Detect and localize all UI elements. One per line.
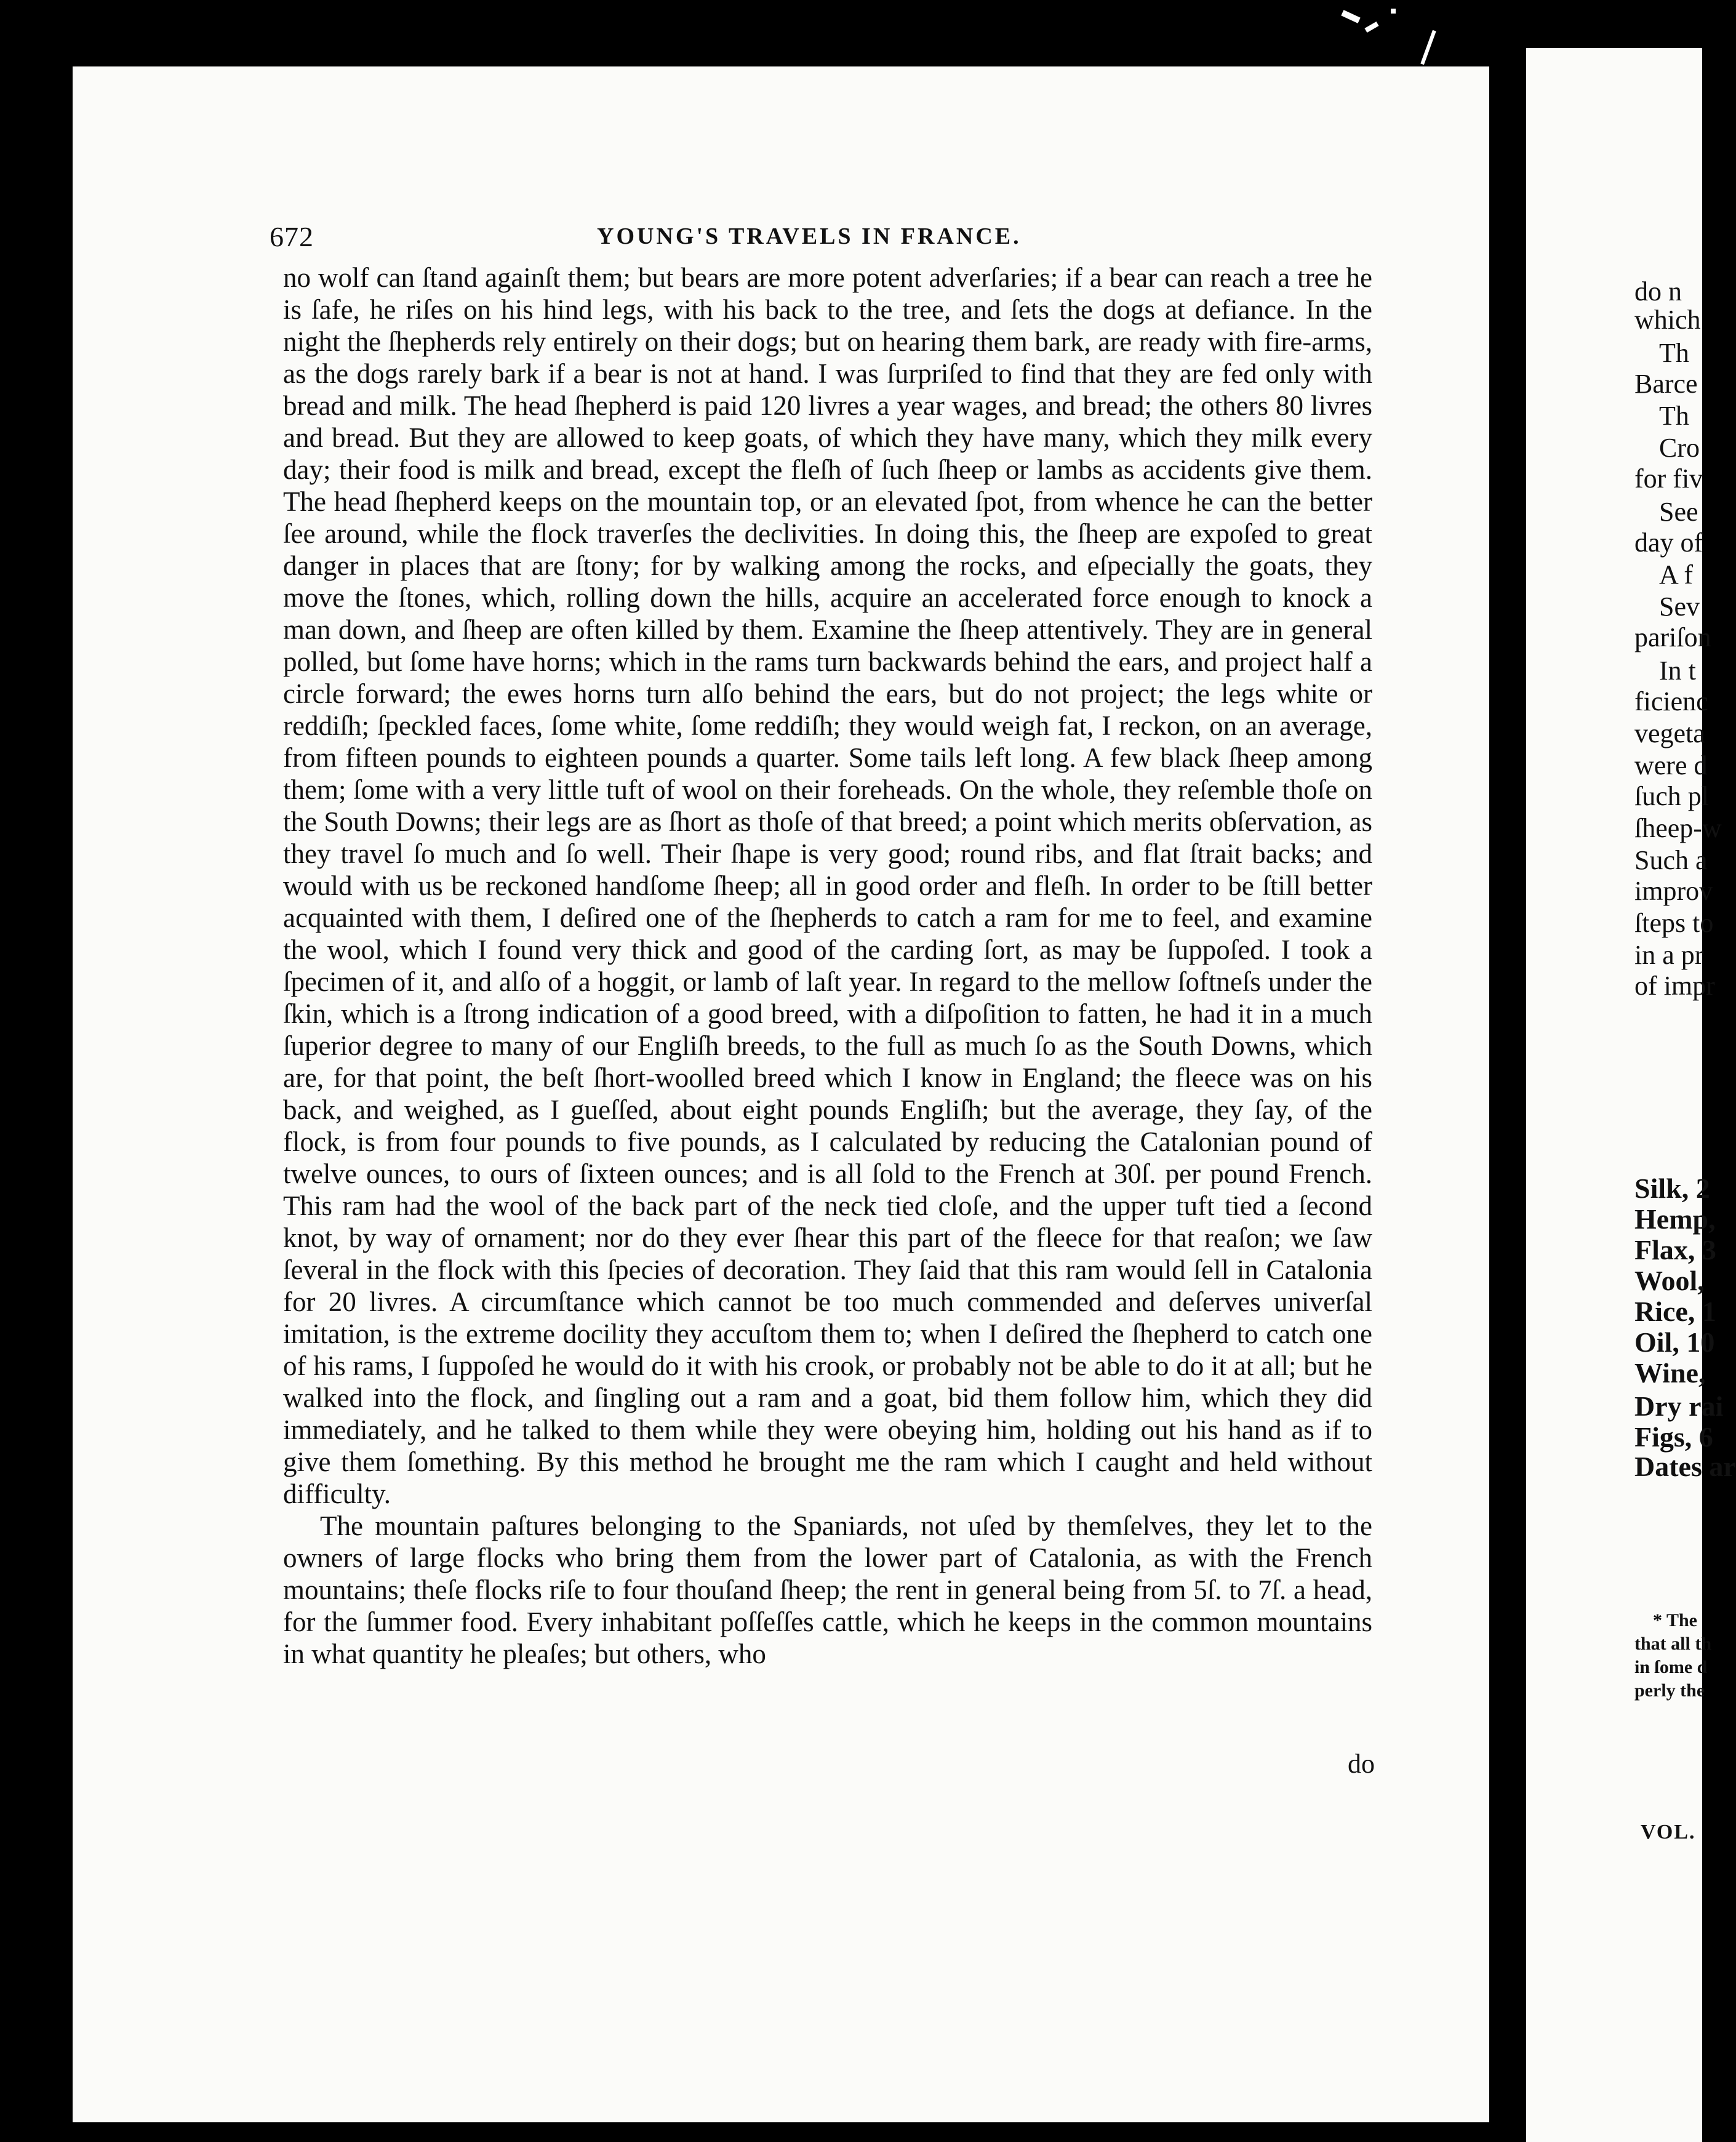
facing-line: A f — [1659, 560, 1693, 590]
produce-list-item: Rice, 1 — [1634, 1296, 1716, 1327]
scan-speck — [1391, 9, 1396, 14]
paragraph: The mountain paſtures belonging to the Spaniards, not uſed by themſelves, they let to the owners of large flocks who bring them from the lower part of Catalonia, as with the French mountains; theſe flocks riſe to four thouſand ſheep; the rent in general being from 5ſ. to 7ſ. a head, for the ſummer food. Every inhabitant poſſeſſes cattle, which he keeps in the common mountains in what quantity he pleaſes; but others, who — [283, 1510, 1372, 1669]
produce-list-item: Wool, — [1634, 1265, 1705, 1296]
body-text — [283, 262, 1372, 1670]
facing-line: Th — [1659, 401, 1689, 431]
produce-list-item: Silk, 2 — [1634, 1173, 1710, 1204]
facing-line: In t — [1659, 656, 1696, 686]
footnote-line: * The — [1653, 1610, 1697, 1631]
facing-line: day of — [1634, 527, 1703, 558]
catchword: do — [1348, 1749, 1375, 1779]
facing-line: Barce — [1634, 369, 1698, 399]
facing-line: for fiv — [1634, 463, 1703, 494]
facing-catchword: VOL. — [1641, 1821, 1696, 1843]
facing-line: vegeta — [1634, 718, 1705, 748]
footnote-line: perly the — [1634, 1680, 1705, 1701]
facing-line: ſheep-w — [1634, 813, 1722, 843]
footnote-line: that all th — [1634, 1634, 1712, 1654]
running-head: YOUNG'S TRAVELS IN FRANCE. — [597, 223, 1022, 249]
facing-line: ficienc — [1634, 686, 1708, 716]
scan-speck — [1364, 22, 1378, 33]
facing-line: which — [1634, 305, 1701, 335]
facing-page — [1526, 48, 1736, 2142]
facing-line: ſuch pl — [1634, 781, 1709, 811]
scan-speck — [1341, 10, 1360, 23]
facing-line: ſteps to — [1634, 908, 1714, 938]
facing-line: were d — [1634, 750, 1708, 780]
facing-line: Th — [1659, 338, 1689, 368]
produce-list-item: Flax, 3 — [1634, 1234, 1716, 1266]
produce-list-item: Dry rai — [1634, 1390, 1724, 1422]
facing-line: do n — [1634, 276, 1682, 307]
facing-line: Such a — [1634, 845, 1708, 875]
facing-line: See — [1659, 497, 1698, 527]
facing-line: Cro — [1659, 433, 1700, 463]
produce-list-item: Oil, 10 — [1634, 1326, 1715, 1358]
produce-list-item: Figs, 6 — [1634, 1421, 1713, 1453]
facing-line: pariſon — [1634, 622, 1711, 652]
facing-line: of impr — [1634, 971, 1715, 1001]
facing-line: Sev — [1659, 592, 1700, 622]
produce-list-item: Wine, — [1634, 1357, 1706, 1389]
footnote-line: in ſome d — [1634, 1657, 1708, 1677]
produce-list-item: Hemp, — [1634, 1203, 1716, 1235]
page-number: 672 — [270, 221, 314, 252]
produce-list-item: Dates ar — [1634, 1451, 1736, 1482]
facing-line: improv — [1634, 876, 1713, 906]
paragraph: no wolf can ſtand againſt them; but bears are more potent adverſaries; if a bear can reach a tree he is ſafe, he riſes on his hind legs, with his back to the tree, and ſets the dogs at defiance. In the night the ſhepherds rely entirely on their dogs; but on hearing them bark, are ready with fire-arms, as the dogs rarely bark if a bear is not at hand. I was ſurpriſed to find that they are fed only with bread and milk. The head ſhepherd is paid 120 livres a year wages, and bread; the others 80 livres and bread. But they are allowed to keep goats, of which they have many, which they milk every day; their food is milk and bread, except the fleſh of ſuch ſheep or lambs as accidents give them. The head ſhepherd keeps on the mountain top, or an elevated ſpot, from whence he can the better ſee around, while the flock traverſes the declivities. In doing this, the ſheep are expoſed to great danger in places that are ſtony; for by walking among the rocks, and eſpecially the goats, they move the ſtones, which, rolling down the hills, acquire an accelerated force enough to knock a man down, and ſheep are often killed by them. Examine the ſheep attentively. They are in general polled, but ſome have horns; which in the rams turn backwards behind the ears, and project half a circle forward; the ewes horns turn alſo behind the ears, but do not project; the legs white or reddiſh; ſpeckled faces, ſome white, ſome reddiſh; they would weigh fat, I reckon, on an average, from fifteen pounds to eighteen pounds a quarter. Some tails left long. A few black ſheep among them; ſome with a very little tuft of wool on their foreheads. On the whole, they reſemble thoſe on the South Downs; their legs are as ſhort as thoſe of that breed; a point which merits obſervation, as they travel ſo much and ſo well. Their ſhape is very good; round ribs, and flat ſtrait backs; and would with us be reckoned handſome ſheep; all in good order and fleſh. In order to be ſtill better acquainted with them, I deſired one of the ſhepherds to catch a ram for me to feel, and examine the wool, which I found very thick and good of the carding ſort, as may be ſuppoſed. I took a ſpecimen of it, and alſo of a hoggit, or lamb of laſt year. In regard to the mellow ſoftneſs under the ſkin, which is a ſtrong indication of a good breed, with a diſpoſition to fatten, he had it in a much ſuperior degree to many of our Engliſh breeds, to the full as much ſo as the South Downs, which are, for that point, the beſt ſhort-woolled breed which I know in England; the fleece was on his back, and weighed, as I gueſſed, about eight pounds Engliſh; but the average, they ſay, of the flock, is from four pounds to five pounds, as I calculated by reducing the Catalonian pound of twelve ounces, to ours of ſixteen ounces; and is all ſold to the French at 30ſ. per pound French. This ram had the wool of the back part of the neck tied cloſe, and the upper tuft tied a ſecond knot, by way of ornament; nor do they ever ſhear this part of the fleece for that reaſon; we ſaw ſeveral in the flock with this ſpecies of decoration. They ſaid that this ram would ſell in Catalonia for 20 livres. A circumſtance which cannot be too much commended and deſerves univerſal imitation, is the extreme docility they accuſtom them to; when I deſired the ſhepherd to catch one of his rams, I ſuppoſed he would do it with his crook, or probably not be able to do it at all; but he walked into the flock, and ſingling out a ram and a goat, bid them follow him, which they did immediately, and he talked to them while they were obeying him, holding out his hand as if to give them ſomething. By this method he brought me the ram which I caught and held without difficulty. — [283, 262, 1372, 1509]
scan-speck — [1420, 30, 1436, 65]
facing-line: in a pr — [1634, 940, 1704, 970]
